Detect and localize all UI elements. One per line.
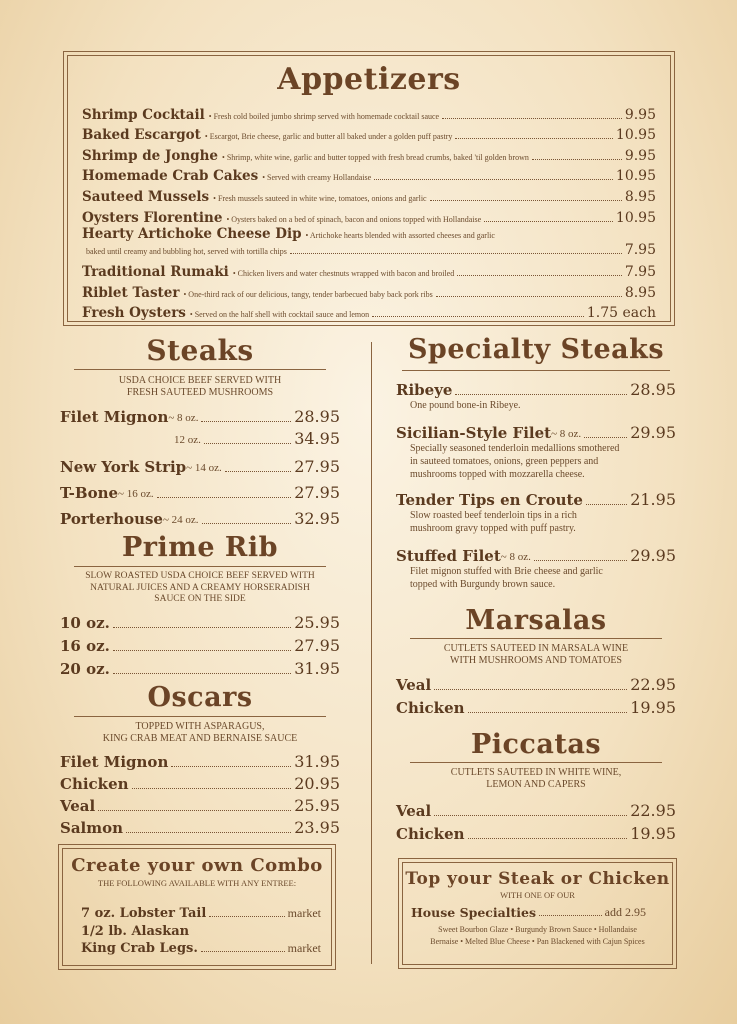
specialty-steaks-title: Specialty Steaks xyxy=(402,334,670,371)
item-name: Sauteed Mussels xyxy=(82,188,210,205)
item-price: 28.95 xyxy=(294,407,340,426)
item-desc: • Escargot, Brie cheese, garlic and butter all baked under a golden puff pastry xyxy=(204,132,453,142)
item-name: Chicken xyxy=(60,774,129,793)
item-price: 27.95 xyxy=(294,635,340,655)
subtitle-line: CUTLETS SAUTEED IN WHITE WINE, xyxy=(450,767,622,778)
item-price: 19.95 xyxy=(630,698,676,717)
subtitle-line: CUTLETS SAUTEED IN MARSALA WINE xyxy=(443,643,629,654)
item-price: 22.95 xyxy=(630,801,676,820)
oscars-title: Oscars xyxy=(74,682,326,717)
top-steak-box xyxy=(402,862,673,965)
combo-item xyxy=(81,939,321,956)
subtitle-line: WITH MUSHROOMS AND TOMATOES xyxy=(450,655,622,666)
item-note: mushroom gravy topped with puff pastry. xyxy=(410,523,576,534)
item-name: King Crab Legs. xyxy=(81,941,198,956)
item-desc: • Oysters baked on a bed of spinach, bacon and onions topped with Hollandaise xyxy=(226,214,482,224)
appetizers-list xyxy=(82,102,656,321)
leader-dots xyxy=(202,523,292,524)
oscars-section xyxy=(60,682,340,837)
item-price: 29.95 xyxy=(630,423,676,442)
item-name: Filet Mignon xyxy=(60,408,169,426)
item-size: ~ 8 oz. xyxy=(551,428,582,440)
item-name: Chicken xyxy=(396,699,465,717)
item-size: 12 oz. xyxy=(174,434,201,446)
appetizer-item xyxy=(82,102,656,123)
prime-rib-item xyxy=(60,632,340,655)
oscars-item xyxy=(60,793,340,815)
appetizer-item xyxy=(82,184,656,205)
item-note: Filet mignon stuffed with Brie cheese and garlic xyxy=(410,566,603,577)
piccatas-section xyxy=(396,729,676,843)
item-name: Riblet Taster xyxy=(82,284,180,301)
prime-rib-section xyxy=(60,532,340,678)
item-desc-line2: baked until creamy and bubbling hot, served with tortilla chips xyxy=(86,246,287,256)
item-price: 34.95 xyxy=(294,429,340,448)
item-name-line1: 1/2 lb. Alaskan xyxy=(81,924,190,939)
oscars-item xyxy=(60,771,340,793)
item-name: T-Bone xyxy=(60,484,119,502)
specialty-item xyxy=(396,379,676,412)
item-price: 23.95 xyxy=(294,817,340,837)
item-price: 31.95 xyxy=(294,658,340,678)
item-desc: • Artichoke hearts blended with assorted cheeses and garlic xyxy=(305,230,495,240)
item-name: Oysters Florentine xyxy=(82,209,223,226)
leader-dots xyxy=(201,951,285,952)
item-desc: • Shrimp, white wine, garlic and butter topped with fresh bread crumbs, baked 'til golden brown xyxy=(222,152,529,162)
sauce-options: Sweet Bourbon Glaze • Burgundy Brown Sauce • Hollandaise xyxy=(438,925,637,934)
house-specialties-item xyxy=(411,902,646,920)
marsalas-subtitle xyxy=(396,643,676,667)
leader-dots xyxy=(225,471,291,472)
item-name: Ribeye xyxy=(396,381,453,399)
steak-item xyxy=(60,502,340,528)
steaks-section xyxy=(60,334,340,528)
item-price: 8.95 xyxy=(624,284,656,301)
marsalas-section xyxy=(396,605,676,717)
subtitle-line: FRESH SAUTEED MUSHROOMS xyxy=(126,387,274,398)
item-price: 27.95 xyxy=(294,483,340,502)
leader-dots xyxy=(374,179,613,180)
leader-dots xyxy=(532,159,622,160)
subtitle-line: SLOW ROASTED USDA CHOICE BEEF SERVED WITH xyxy=(85,571,315,581)
appetizer-item xyxy=(82,143,656,164)
appetizer-item xyxy=(82,123,656,144)
leader-dots xyxy=(468,712,628,713)
item-name: Tender Tips en Croute xyxy=(396,491,583,509)
leader-dots xyxy=(484,221,613,222)
item-size: ~ 8 oz. xyxy=(168,412,199,424)
prime-rib-item xyxy=(60,609,340,632)
leader-dots xyxy=(209,916,284,917)
leader-dots xyxy=(157,497,292,498)
item-price: 7.95 xyxy=(624,264,656,281)
item-size: ~ 14 oz. xyxy=(186,462,222,474)
item-price: market xyxy=(287,906,321,920)
item-price: add 2.95 xyxy=(604,905,646,919)
item-price: 1.75 each xyxy=(586,305,656,322)
marsalas-title: Marsalas xyxy=(410,605,662,639)
item-name: Homemade Crab Cakes xyxy=(82,168,259,185)
item-name: Traditional Rumaki xyxy=(82,264,229,281)
item-price: 10.95 xyxy=(615,168,656,185)
subtitle-line: TOPPED WITH ASPARAGUS, xyxy=(135,720,265,732)
leader-dots xyxy=(290,253,622,254)
item-price: 10.95 xyxy=(615,209,656,226)
leader-dots xyxy=(98,810,291,811)
leader-dots xyxy=(457,275,622,276)
item-price: 25.95 xyxy=(294,612,340,632)
top-steak-subtitle: WITH ONE OF OUR xyxy=(500,890,575,900)
left-column xyxy=(60,334,340,837)
leader-dots xyxy=(455,138,612,139)
item-name: Sicilian-Style Filet xyxy=(396,424,552,442)
item-note: Specially seasoned tenderloin medallions smothered xyxy=(410,443,620,454)
leader-dots xyxy=(204,443,291,444)
combo-item xyxy=(81,901,321,921)
leader-dots xyxy=(442,118,622,119)
item-desc: • Served with creamy Hollandaise xyxy=(262,173,372,183)
item-size: ~ 16 oz. xyxy=(118,488,154,500)
item-name: House Specialties xyxy=(411,905,537,920)
item-desc: • One-third rack of our delicious, tangy, tender barbecued baby back pork ribs xyxy=(183,289,433,299)
item-name: Stuffed Filet xyxy=(396,547,501,565)
piccatas-subtitle xyxy=(396,767,676,791)
item-size: ~ 24 oz. xyxy=(162,514,199,526)
appetizer-item xyxy=(82,260,656,281)
item-size: ~ 8 oz. xyxy=(500,551,531,563)
item-price: 10.95 xyxy=(615,127,656,144)
item-price: 20.95 xyxy=(294,773,340,793)
leader-dots xyxy=(113,627,291,628)
item-name: Filet Mignon xyxy=(60,752,169,771)
item-price: 19.95 xyxy=(630,824,676,843)
item-name: Veal xyxy=(396,676,432,694)
item-name: Shrimp Cocktail xyxy=(82,106,205,123)
marsala-item xyxy=(396,694,676,717)
combo-box xyxy=(62,848,332,966)
appetizer-item xyxy=(82,205,656,226)
marsala-item xyxy=(396,671,676,694)
appetizer-item xyxy=(82,226,656,260)
item-price: 9.95 xyxy=(624,147,656,164)
item-name: Baked Escargot xyxy=(82,127,201,144)
item-name: Shrimp de Jonghe xyxy=(82,147,219,164)
item-note: in sauteed tomatoes, onions, green peppers and xyxy=(410,456,599,467)
item-price: 31.95 xyxy=(294,751,340,771)
item-desc: • Fresh cold boiled jumbo shrimp served with homemade cocktail sauce xyxy=(208,111,440,121)
item-name: 20 oz. xyxy=(60,659,110,678)
specialty-item xyxy=(396,422,676,481)
leader-dots xyxy=(455,394,627,395)
appetizer-item xyxy=(82,301,656,322)
combo-title: Create your own Combo xyxy=(71,855,323,876)
leader-dots xyxy=(584,437,627,438)
steaks-title: Steaks xyxy=(74,334,326,370)
subtitle-line: SAUCE ON THE SIDE xyxy=(154,594,246,604)
item-price: 22.95 xyxy=(630,675,676,694)
leader-dots xyxy=(434,815,627,816)
item-price: market xyxy=(287,941,321,955)
oscars-subtitle xyxy=(60,721,340,745)
item-name: Veal xyxy=(396,802,432,820)
item-price: 27.95 xyxy=(294,457,340,476)
appetizers-title: Appetizers xyxy=(277,62,461,97)
subtitle-line: USDA CHOICE BEEF SERVED WITH xyxy=(118,375,282,386)
prime-rib-item xyxy=(60,655,340,678)
item-note: topped with Burgundy brown sauce. xyxy=(410,579,556,590)
prime-rib-title: Prime Rib xyxy=(74,532,326,567)
oscars-item xyxy=(60,749,340,771)
piccata-item xyxy=(396,797,676,820)
leader-dots xyxy=(539,915,602,916)
item-name: Porterhouse xyxy=(60,510,163,528)
leader-dots xyxy=(132,788,292,789)
leader-dots xyxy=(372,316,584,317)
item-note: Slow roasted beef tenderloin tips in a rich xyxy=(410,510,577,521)
combo-subtitle: THE FOLLOWING AVAILABLE WITH ANY ENTREE: xyxy=(97,878,297,888)
appetizer-item xyxy=(82,280,656,301)
oscars-item xyxy=(60,815,340,837)
leader-dots xyxy=(586,504,627,505)
piccata-item xyxy=(396,820,676,843)
subtitle-line: NATURAL JUICES AND A CREAMY HORSERADISH xyxy=(90,582,310,593)
item-price: 21.95 xyxy=(630,490,676,509)
item-name: 16 oz. xyxy=(60,636,110,655)
leader-dots xyxy=(468,838,628,839)
leader-dots xyxy=(171,766,291,767)
item-desc: • Fresh mussels sauteed in white wine, tomatoes, onions and garlic xyxy=(213,193,427,203)
steak-item xyxy=(60,426,340,448)
leader-dots xyxy=(434,689,627,690)
item-name: Hearty Artichoke Cheese Dip xyxy=(82,225,302,242)
appetizer-item xyxy=(82,164,656,185)
appetizers-box xyxy=(67,55,671,322)
item-price: 29.95 xyxy=(630,546,676,565)
leader-dots xyxy=(534,560,627,561)
steak-item xyxy=(60,476,340,502)
prime-rib-subtitle xyxy=(60,571,340,606)
specialty-item xyxy=(396,545,676,591)
leader-dots xyxy=(436,296,622,297)
column-divider xyxy=(371,342,372,964)
item-price: 32.95 xyxy=(294,509,340,528)
subtitle-line: KING CRAB MEAT AND BERNAISE SAUCE xyxy=(102,732,298,744)
item-desc: • Chicken livers and water chestnuts wrapped with bacon and broiled xyxy=(232,269,455,279)
item-price: 7.95 xyxy=(624,241,656,258)
leader-dots xyxy=(430,200,622,201)
item-name: Chicken xyxy=(396,825,465,843)
top-steak-title: Top your Steak or Chicken xyxy=(405,869,670,889)
item-name: 7 oz. Lobster Tail xyxy=(81,906,207,921)
item-name: Veal xyxy=(60,796,96,815)
item-name: Fresh Oysters xyxy=(82,305,186,322)
steak-item xyxy=(60,448,340,476)
item-note: One pound bone-in Ribeye. xyxy=(410,400,521,411)
item-price: 25.95 xyxy=(294,795,340,815)
item-price: 28.95 xyxy=(630,380,676,399)
sauce-options: Bernaise • Melted Blue Cheese • Pan Blackened with Cajun Spices xyxy=(430,937,645,946)
item-name: 10 oz. xyxy=(60,613,110,632)
leader-dots xyxy=(126,832,291,833)
leader-dots xyxy=(113,650,291,651)
item-desc: • Served on the half shell with cocktail sauce and lemon xyxy=(189,310,370,320)
item-price: 8.95 xyxy=(624,188,656,205)
piccatas-title: Piccatas xyxy=(410,729,662,763)
steaks-subtitle xyxy=(60,375,340,399)
item-price: 9.95 xyxy=(624,106,656,123)
subtitle-line: LEMON AND CAPERS xyxy=(486,779,586,790)
specialty-item xyxy=(396,489,676,535)
item-note: mushrooms topped with mozzarella cheese. xyxy=(410,469,585,480)
item-name: New York Strip xyxy=(60,458,187,476)
steak-item xyxy=(60,404,340,426)
item-name: Salmon xyxy=(60,818,124,837)
leader-dots xyxy=(201,421,291,422)
right-column xyxy=(396,334,676,843)
leader-dots xyxy=(113,673,291,674)
